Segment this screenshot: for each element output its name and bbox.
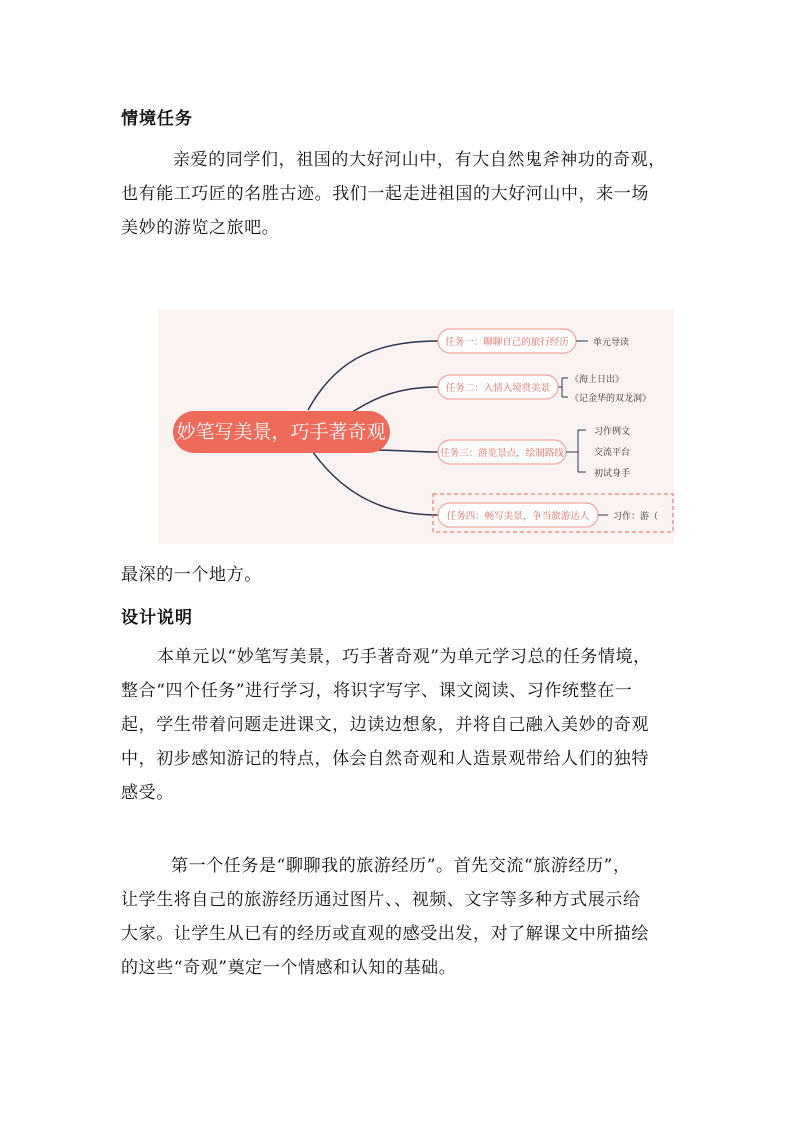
task3-child-2: 交流平台 [594,448,631,458]
text-line: 让学生将自己的旅游经历通过图片、、视频、文字等多种方式展示给 [121,890,641,910]
connector-task3 [373,450,438,452]
connector-task2 [348,387,438,415]
heading-situation-task: 情境任务 [121,109,193,129]
fragment-line: 最深的一个地方。 [121,565,262,585]
task2-child-1: 《海上日出》 [570,375,625,385]
text-line: 第一个任务是“聊聊我的旅游经历”。首先交流“旅游经历”， [171,856,631,876]
task1-label: 任务一：聊聊自己的旅行经历 [445,337,569,348]
task3-child-3: 初试身手 [594,469,631,479]
task3-child-1: 习作例文 [594,427,631,437]
text-line: 中，初步感知游记的特点，体会自然奇观和人造景观带给人们的独特 [121,749,649,769]
text-line: 整合“四个任务”进行学习，将识字写字、课文阅读、习作统整在一 [121,681,633,701]
text-line: 起，学生带着问题走进课文，边读边想象，并将自己融入美妙的奇观 [121,715,649,735]
text-line: 本单元以“妙笔写美景，巧手著奇观”为单元学习总的任务情境， [157,647,651,667]
task4-child: 习作：游（ [613,512,659,522]
task4-label: 任务四：畅写美景，争当旅游达人 [446,511,590,522]
text-line: 美妙的游览之旅吧。 [121,218,280,238]
text-line: 亲爱的同学们，祖国的大好河山中，有大自然鬼斧神功的奇观， [173,150,666,170]
task3-label: 任务三：游览景点，绘制路线 [440,448,564,459]
connector-task4 [308,445,438,515]
paragraph-design-1 [121,640,681,810]
task2-child-bracket [558,378,568,397]
connector-task1 [308,341,438,410]
text-line: 的这些“奇观”奠定一个情感和认知的基础。 [121,958,457,978]
text-line: 大家。让学生从已有的经历或直观的感受出发，对了解课文中所描绘 [121,924,649,944]
task3-child-bracket [566,430,586,472]
text-line: 感受。 [121,783,174,803]
paragraph-situation [121,143,681,245]
mindmap-svg [158,310,674,544]
heading-design-notes: 设计说明 [121,608,193,628]
mindmap-figure [158,310,674,544]
task2-label: 任务二：入情入境赏美景 [445,383,551,394]
paragraph-design-2 [121,849,681,985]
task1-child: 单元导读 [593,338,630,348]
central-node-label: 妙笔写美景，巧手著奇观 [176,421,386,443]
task2-child-2: 《记金华的双龙洞》 [570,394,652,404]
text-line: 也有能工巧匠的名胜古迹。我们一起走进祖国的大好河山中，来一场 [121,184,649,204]
